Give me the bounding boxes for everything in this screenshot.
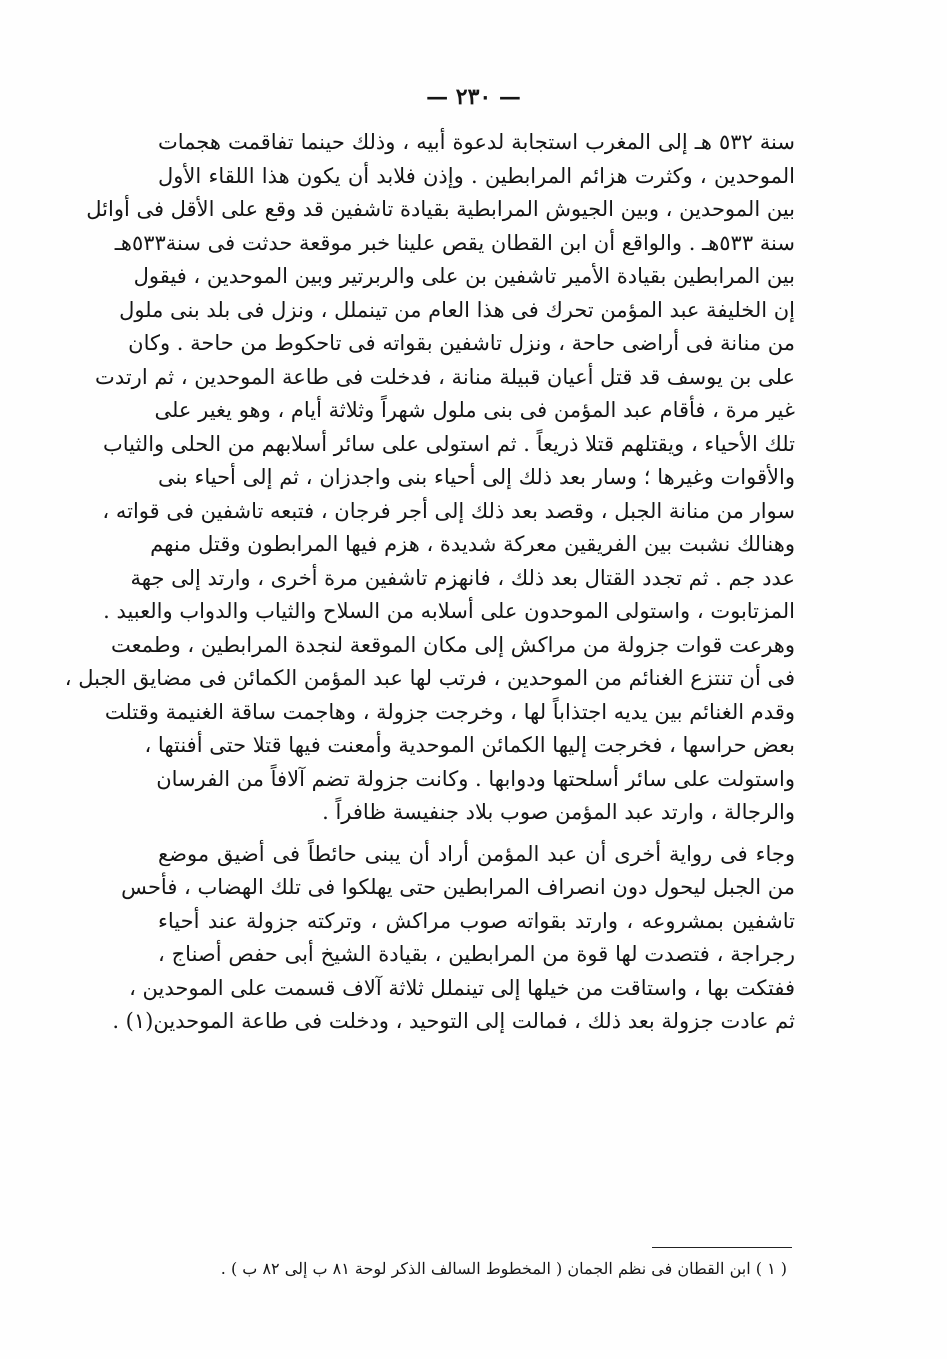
- page-number: — ٢٣٠ —: [426, 84, 521, 110]
- text-line: تاشفين بمشروعه ، وارتد بقواته صوب مراكش ، وتركته جزولة عند أحياء: [158, 908, 795, 933]
- text-line: فى أن تنتزع الغنائم من الموحدين ، فرتب لها عبد المؤمن الكمائن فى مضايق الجبل ،: [64, 666, 795, 690]
- paragraph: [112, 838, 795, 1039]
- text-line: وقدم الغنائم بين يديه اجتذاباً لها ، وخرجت جزولة ، وهاجمت ساقة الغنيمة وقتلت: [104, 699, 795, 724]
- body-text: [64, 126, 795, 1039]
- text-line: على بن يوسف قد قتل أعيان قبيلة منانة ، فدخلت فى طاعة الموحدين ، ثم ارتدت: [95, 364, 795, 389]
- text-line: رجراجة ، فتصدت لها قوة من المرابطين ، بقيادة الشيخ أبى حفص أصناج ،: [158, 942, 795, 966]
- text-line: واستولت على سائر أسلحتها ودوابها . وكانت جزولة تضم آلافاً من الفرسان: [156, 766, 795, 791]
- text-line: وهرعت قوات جزولة من مراكش إلى مكان الموقعة لنجدة المرابطين ، وطمعت: [111, 632, 795, 657]
- paragraph: [64, 126, 795, 830]
- text-line: وهنالك نشبت بين الفريقين معركة شديدة ، هزم فيها المرابطون وقتل منهم: [150, 532, 795, 556]
- text-line: تلك الأحياء ، ويقتلهم قتلا ذريعاً . ثم استولى على سائر أسلابهم من الحلى والثياب: [102, 431, 795, 456]
- text-line: وجاء فى رواية أخرى أن عبد المؤمن أراد أن يبنى حائطاً فى أضيق موضع: [158, 841, 795, 866]
- text-line: سنة ٥٣٢ هـ إلى المغرب استجابة لدعوة أبيه ، وذلك حينما تفاقمت هجمات: [158, 130, 795, 154]
- text-line: بين الموحدين ، وبين الجيوش المرابطية بقيادة تاشفين قد وقع على الأقل فى أوائل: [86, 197, 795, 221]
- text-line: إن الخليفة عبد المؤمن تحرك فى هذا العام من تينملل ، ونزل فى بلد بنى ملول: [119, 297, 795, 322]
- footnote: ( ١ ) ابن القطان فى نظم الجمان ( المخطوط السالف الذكر لوحة ٨١ ب إلى ٨٢ ب ) .: [220, 1259, 787, 1278]
- text-line: غير مرة ، فأقام عبد المؤمن فى بنى ملول شهراً وثلاثة أيام ، وهو يغير على: [154, 398, 795, 422]
- text-line: من منانة فى أراضى حاحة ، ونزل تاشفين بقواته فى تاحكوط من حاحة . وكان: [128, 331, 795, 355]
- text-line: بعض حراسها ، فخرجت إليها الكمائن الموحدية وأمعنت فيها قتلا حتى أفنتها ،: [144, 733, 795, 757]
- text-line: سنة ٥٣٣هـ . والواقع أن ابن القطان يقص علينا خبر موقعة حدثت فى سنة٥٣٣هـ: [114, 230, 795, 255]
- text-line: والرجالة ، وارتد عبد المؤمن صوب بلاد جنفيسة ظافراً .: [322, 800, 795, 824]
- text-line: بين المرابطين بقيادة الأمير تاشفين بن على والربرتير وبين الموحدين ، فيقول: [133, 264, 795, 288]
- text-line: ثم عادت جزولة بعد ذلك ، فمالت إلى التوحيد ، ودخلت فى طاعة الموحدين(١) .: [112, 1009, 795, 1033]
- text-line: الموحدين ، وكثرت هزائم المرابطين . وإذن فلابد أن يكون هذا اللقاء الأول: [158, 163, 795, 188]
- text-line: المزتابوت ، واستولى الموحدون على أسلابه من السلاح والثياب والدواب والعبيد .: [103, 599, 795, 623]
- text-line: من الجبل ليحول دون انصراف المرابطين حتى يهلكوا فى تلك الهضاب ، فأحس: [121, 875, 795, 899]
- text-line: والأقوات وغيرها ؛ وسار بعد ذلك إلى أحياء بنى واجدزان ، ثم إلى أحياء بنى: [158, 465, 795, 489]
- footnote-divider: [652, 1247, 792, 1248]
- text-line: سوار من منانة الجبل ، وقصد بعد ذلك إلى أجر فرجان ، فتبعه تاشفين فى قواته ،: [102, 498, 795, 523]
- text-line: عدد جم . ثم تجدد القتال بعد ذلك ، فانهزم تاشفين مرة أخرى ، وارتد إلى جهة: [130, 565, 795, 590]
- text-line: ففتكت بها ، واستاقت من خيلها إلى تينملل ثلاثة آلاف قسمت على الموحدين ،: [129, 975, 795, 1000]
